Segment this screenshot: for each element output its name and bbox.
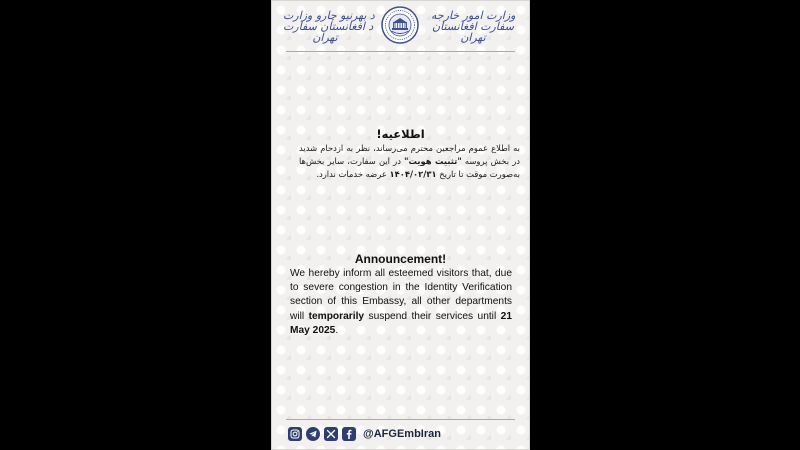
english-body xyxy=(290,267,512,338)
english-bold-date: 21 May 2025 xyxy=(290,310,512,336)
letterhead-dari-line: تهران xyxy=(460,31,486,44)
persian-text: عرضه خدمات ندارد. xyxy=(316,168,390,179)
persian-text: به‌صورت موقت تا تاریخ xyxy=(436,168,520,179)
social-handle[interactable]: @AFGEmbIran xyxy=(363,428,441,440)
telegram-icon[interactable] xyxy=(306,427,320,441)
english-text: We hereby inform all esteemed visitors that, due to severe congestion in the Identity Verification section of this Embassy, all other departments will xyxy=(290,268,512,322)
persian-title: اطلاعیه! xyxy=(376,127,425,141)
letterhead-pashto-line: د افغانستان سفارت xyxy=(283,20,374,33)
persian-bold-date: ۱۴۰۴/۰۲/۳۱ xyxy=(389,168,437,179)
x-icon[interactable] xyxy=(324,427,338,441)
embassy-seal-icon xyxy=(381,6,419,44)
persian-bold-phrase: "تثبیت هویت" xyxy=(404,155,462,166)
letterhead-dari xyxy=(431,10,515,43)
letterhead-dari-line: وزارت امور خارجه xyxy=(431,9,516,22)
facebook-icon[interactable] xyxy=(342,427,356,441)
english-title: Announcement! xyxy=(354,252,447,266)
gold-divider-bottom xyxy=(286,419,515,420)
english-bold-word: temporarily xyxy=(308,310,365,322)
letterhead-pashto xyxy=(283,9,375,44)
persian-text: در این سفارت، سایر بخش‌ها xyxy=(299,155,405,166)
gold-divider-top xyxy=(286,51,515,52)
letterhead-pashto-line: تهران xyxy=(312,31,338,44)
persian-text: در بخش پروسه xyxy=(461,155,521,166)
letterhead-dari-line: سفارت افغانستان xyxy=(432,20,514,33)
announcement-page xyxy=(271,0,530,450)
letterhead-pashto-line: د بهرنیو چارو وزارت xyxy=(283,9,375,22)
instagram-icon[interactable] xyxy=(288,427,302,441)
persian-body xyxy=(299,142,520,180)
persian-line: به اطلاع عموم مراجعین محترم می‌رساند، نظر به ازدحام شدید xyxy=(299,143,520,153)
letterhead xyxy=(271,0,530,50)
english-text: suspend their services until xyxy=(364,310,501,322)
english-text: . xyxy=(335,324,339,336)
